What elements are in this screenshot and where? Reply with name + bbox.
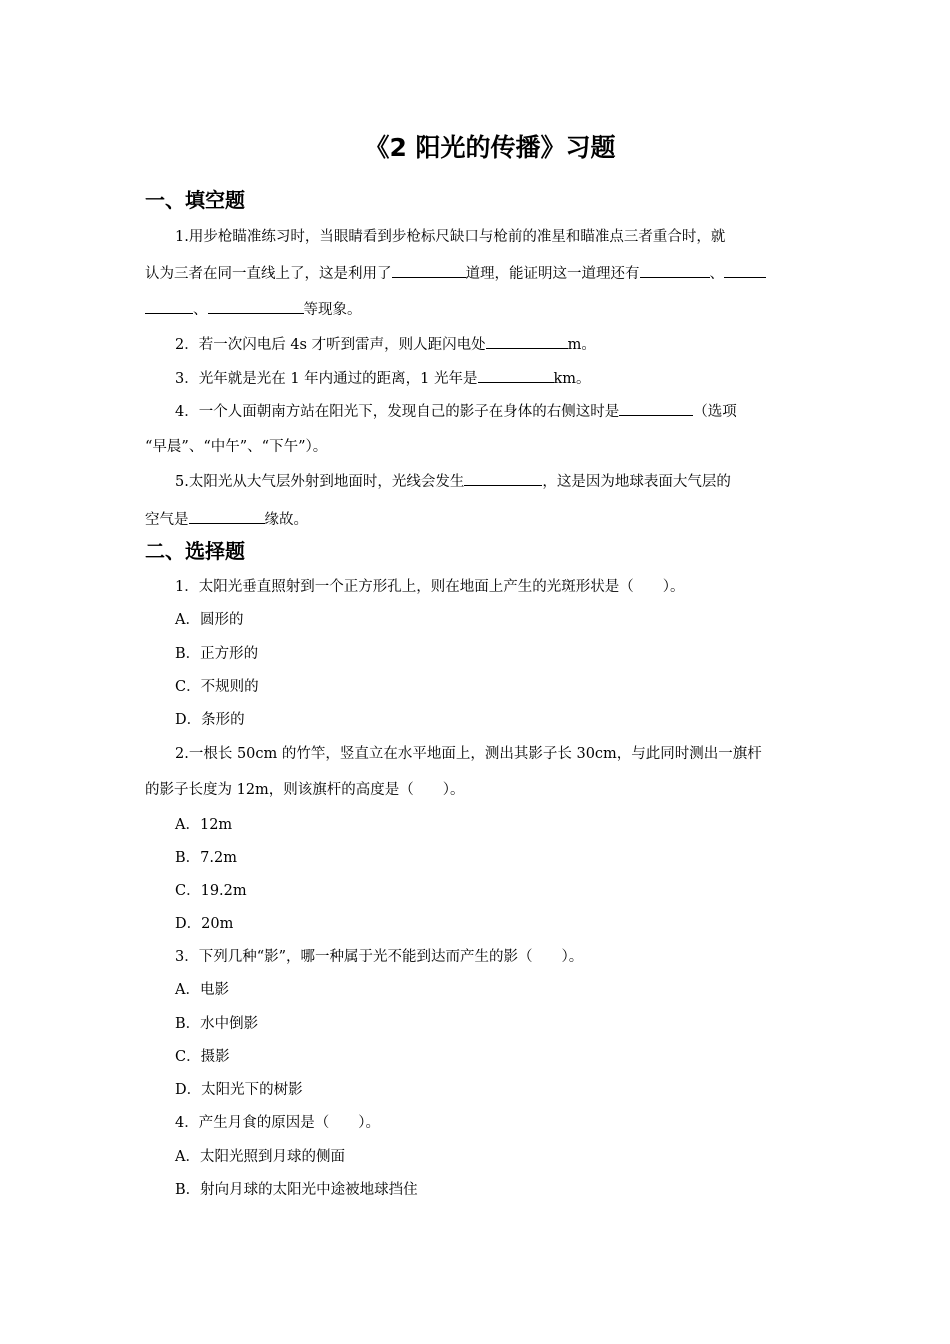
choice-q4-option-a[interactable]: A．太阳光照到月球的侧面 <box>175 1149 345 1165</box>
choice-q4-option-b[interactable]: B．射向月球的太阳光中途被地球挡住 <box>175 1182 418 1198</box>
fill-blank-q1-text-a: 认为三者在同一直线上了，这是利用了 <box>145 266 392 282</box>
fill-blank-q1-text-b: 道理，能证明这一道理还有 <box>465 266 640 282</box>
choice-q3-option-a[interactable]: A．电影 <box>175 982 229 998</box>
choice-q1-option-a[interactable]: A．圆形的 <box>175 612 244 628</box>
fill-blank-q1-line1: 1.用步枪瞄准练习时，当眼睛看到步枪标尺缺口与枪前的准星和瞄准点三者重合时，就 <box>175 229 726 245</box>
fill-blank-q2-text-a: 2．若一次闪电后 4s 才听到雷声，则人距闪电处 <box>175 337 486 353</box>
choice-q2-stem-line1: 2.一根长 50cm 的竹竿，竖直立在水平地面上，测出其影子长 30cm，与此同时测出一旗杆 <box>175 746 762 762</box>
choice-q2-option-c[interactable]: C．19.2m <box>175 883 247 899</box>
choice-q3-option-c[interactable]: C．摄影 <box>175 1049 230 1065</box>
fill-blank-q4-text-b: （选项 <box>693 404 737 420</box>
choice-q3-stem: 3．下列几种“影”，哪一种属于光不能到达而产生的影（ ）。 <box>175 949 584 965</box>
answer-blank[interactable] <box>478 367 554 383</box>
section-heading-multiple-choice: 二、选择题 <box>145 539 245 563</box>
answer-blank[interactable] <box>486 333 568 349</box>
answer-blank[interactable] <box>724 262 766 278</box>
fill-blank-q1-text-c: 、 <box>709 266 724 282</box>
fill-blank-q1-text-e: 等现象。 <box>303 302 362 318</box>
choice-q2-option-d[interactable]: D．20m <box>175 916 234 932</box>
fill-blank-q2-text-b: m。 <box>567 337 596 353</box>
choice-q1-option-b[interactable]: B．正方形的 <box>175 646 259 662</box>
answer-blank[interactable] <box>208 298 304 314</box>
fill-blank-q3-text-a: 3．光年就是光在 1 年内通过的距离，1 光年是 <box>175 371 478 387</box>
answer-blank[interactable] <box>392 262 466 278</box>
fill-blank-q5-text-b: ，这是因为地球表面大气层的 <box>542 474 731 490</box>
fill-blank-q1-line2 <box>145 262 766 285</box>
fill-blank-q4-line2: “早晨”、“中午”、“下午”）。 <box>145 439 328 455</box>
choice-q1-option-d[interactable]: D．条形的 <box>175 712 245 728</box>
fill-blank-q5-text-d: 缘故。 <box>264 512 308 528</box>
fill-blank-q1-text-d: 、 <box>193 302 208 318</box>
fill-blank-q5-line1 <box>175 470 731 493</box>
answer-blank[interactable] <box>189 508 265 524</box>
answer-blank[interactable] <box>464 470 542 486</box>
fill-blank-q5-line2 <box>145 508 308 531</box>
answer-blank[interactable] <box>619 400 693 416</box>
fill-blank-q2 <box>175 333 596 356</box>
choice-q3-option-d[interactable]: D．太阳光下的树影 <box>175 1082 303 1098</box>
fill-blank-q3 <box>175 367 591 390</box>
answer-blank[interactable] <box>640 262 710 278</box>
choice-q2-option-a[interactable]: A．12m <box>175 817 233 833</box>
section-heading-fill-blank: 一、填空题 <box>145 188 245 212</box>
choice-q1-option-c[interactable]: C．不规则的 <box>175 679 259 695</box>
fill-blank-q3-text-b: km。 <box>553 371 591 387</box>
fill-blank-q5-text-c: 空气是 <box>145 512 189 528</box>
choice-q3-option-b[interactable]: B．水中倒影 <box>175 1016 259 1032</box>
choice-q4-stem: 4．产生月食的原因是（ ）。 <box>175 1115 380 1131</box>
choice-q2-option-b[interactable]: B．7.2m <box>175 850 237 866</box>
fill-blank-q1-line3 <box>145 298 362 321</box>
choice-q1-stem: 1．太阳光垂直照射到一个正方形孔上，则在地面上产生的光斑形状是（ ）。 <box>175 579 685 595</box>
fill-blank-q5-text-a: 5.太阳光从大气层外射到地面时，光线会发生 <box>175 474 465 490</box>
fill-blank-q4-text-a: 4．一个人面朝南方站在阳光下，发现自己的影子在身体的右侧这时是 <box>175 404 620 420</box>
document-title: 《2 阳光的传播》习题 <box>364 133 616 162</box>
choice-q2-stem-line2: 的影子长度为 12m，则该旗杆的高度是（ ）。 <box>145 782 465 798</box>
fill-blank-q4-line1 <box>175 400 737 423</box>
answer-blank[interactable] <box>145 298 193 314</box>
